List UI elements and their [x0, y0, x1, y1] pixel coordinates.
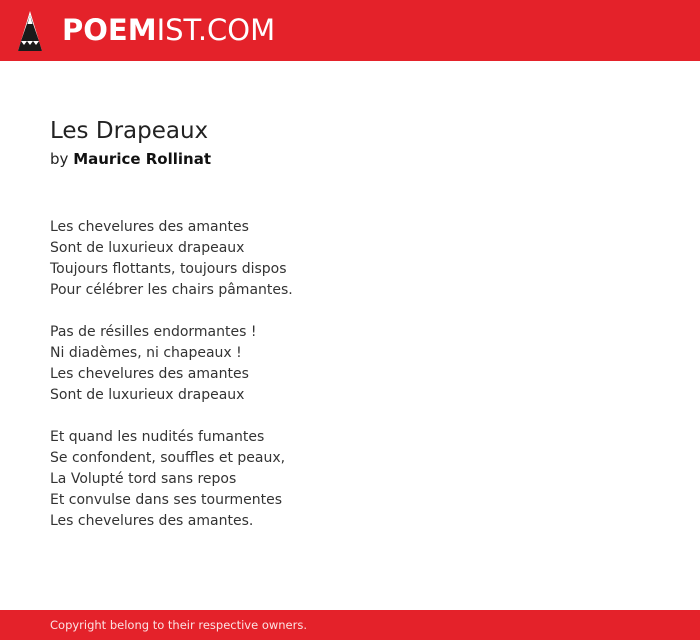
- poem-line: Les chevelures des amantes.: [50, 513, 254, 529]
- stanza: [50, 217, 650, 301]
- poem-body: [50, 217, 650, 532]
- by-label: by: [50, 150, 69, 168]
- poem-line: Les chevelures des amantes: [50, 366, 249, 382]
- poem-line: Pas de résilles endormantes !: [50, 324, 257, 340]
- site-footer: [0, 610, 700, 640]
- poem-line: Sont de luxurieux drapeaux: [50, 387, 245, 403]
- poem-line: Toujours flottants, toujours dispos: [50, 261, 287, 277]
- poem-line: Les chevelures des amantes: [50, 219, 249, 235]
- poem-content: [50, 117, 650, 553]
- stanza: [50, 427, 650, 532]
- logo-text-bold: POEM: [62, 13, 157, 47]
- pencil-tip-icon: [18, 11, 42, 51]
- poem-title: Les Drapeaux: [50, 118, 209, 144]
- copyright-text: Copyright belong to their respective owners.: [50, 618, 308, 632]
- poem-line: La Volupté tord sans repos: [50, 471, 237, 487]
- poem-line: Ni diadèmes, ni chapeaux !: [50, 345, 242, 361]
- site-logo-link[interactable]: [18, 11, 275, 51]
- poem-byline: [50, 148, 650, 170]
- poem-line: Et convulse dans ses tourmentes: [50, 492, 283, 508]
- poem-line: Et quand les nudités fumantes: [50, 429, 265, 445]
- site-logo-text: [62, 13, 276, 47]
- site-header: [0, 0, 700, 61]
- poem-line: Pour célébrer les chairs pâmantes.: [50, 282, 293, 298]
- poem-line: Sont de luxurieux drapeaux: [50, 240, 245, 256]
- author-link[interactable]: Maurice Rollinat: [73, 150, 211, 168]
- stanza: [50, 322, 650, 406]
- logo-text-light: IST.COM: [156, 13, 276, 47]
- poem-line: Se confondent, souffles et peaux,: [50, 450, 286, 466]
